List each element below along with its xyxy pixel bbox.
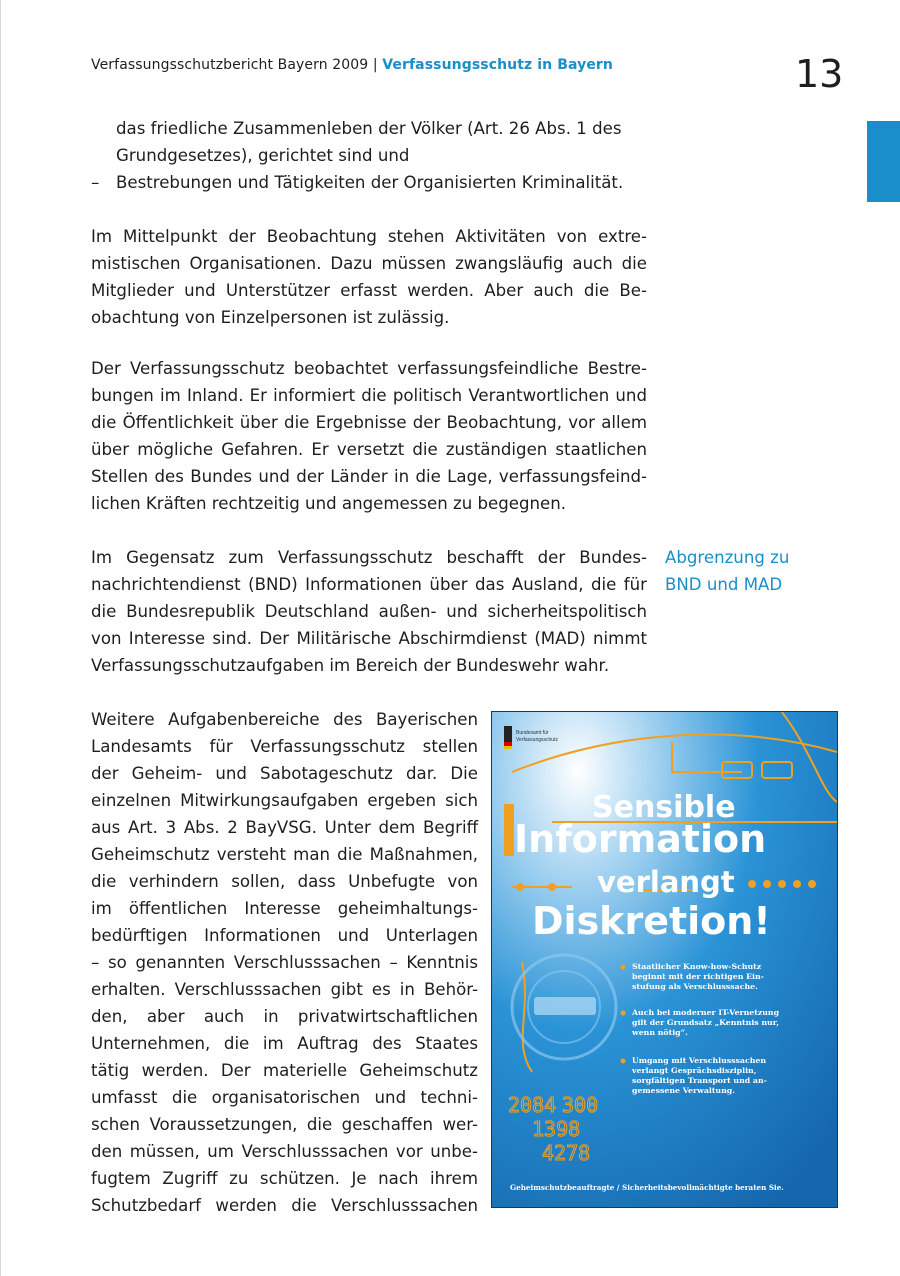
poster-graphic (492, 712, 837, 1207)
poster-bullet-line: beginnt mit der richtigen Ein- (632, 972, 764, 981)
text-line: die Bundesrepublik Deutschland außen- und sicherheitspolitisch (91, 602, 647, 621)
bullet-text: Bestrebungen und Tätigkeiten der Organisierten Kriminalität. (116, 173, 624, 192)
paragraph-observation (91, 223, 647, 331)
text-line: tätig werden. Der materielle Geheimschutz (91, 1061, 478, 1080)
cursor-bar-icon (504, 804, 514, 856)
text-line: Mitglieder und Unterstützer erfasst werden. Aber auch die Be- (91, 281, 647, 300)
text-line: Weitere Aufgabenbereiche des Bayerischen (91, 710, 478, 729)
text-line: umfasst die organisatorischen und techni- (91, 1088, 478, 1107)
digit-group: 300 (562, 1093, 599, 1117)
poster-bullet-line: wenn nötig“. (632, 1028, 688, 1037)
text-line: von Interesse sind. Der Militärische Abschirmdienst (MAD) nimmt (91, 629, 647, 648)
margin-note-line: BND und MAD (665, 575, 783, 594)
text-line: die Öffentlichkeit über die Ergebnisse der Beobachtung, vor allem (91, 413, 647, 432)
text-line: das friedliche Zusammenleben der Völker (Art. 26 Abs. 1 des (116, 119, 622, 138)
text-line: Der Verfassungsschutz beobachtet verfassungsfeindliche Bestre- (91, 359, 647, 378)
text-line: der Geheim- und Sabotageschutz dar. Die (91, 764, 478, 783)
poster-bullet-line: Auch bei moderner IT-Vernetzung (632, 1008, 780, 1017)
margin-note-line: Abgrenzung zu (665, 548, 790, 567)
text-line: Grundgesetzes), gerichtet sind und (116, 146, 410, 165)
text-line: den müssen, um Verschlusssachen vor unbe- (91, 1142, 478, 1161)
paragraph-bnd-mad (91, 544, 647, 679)
headline-line: Diskretion! (532, 899, 771, 943)
text-line: Verfassungsschutzaufgaben im Bereich der Bundeswehr wahr. (91, 656, 610, 675)
chapter-tab-marker (867, 121, 900, 202)
page-number: 13 (795, 52, 844, 96)
poster-image (491, 711, 838, 1208)
text-line: einzelnen Mitwirkungsaufgaben ergeben sich (91, 791, 478, 810)
text-line: erhalten. Verschlusssachen gibt es in Behör- (91, 980, 478, 999)
page-edge-line (0, 0, 1, 1276)
text-line: über mögliche Gefahren. Er versetzt die zuständigen staatlichen (91, 440, 647, 459)
text-line: Stellen des Bundes und der Länder in die Lage, verfassungsfeind- (91, 467, 647, 486)
text-line: mistischen Organisationen. Dazu müssen zwangsläufig auch die (91, 254, 647, 273)
paragraph-secrecy-protection (91, 706, 478, 1219)
headline-line: Sensible (592, 790, 736, 825)
lock-disc-icon (512, 955, 616, 1059)
text-line: – so genannten Verschlusssachen – Kenntnis (91, 953, 478, 972)
text-line: bedürftigen Informationen und Unterlagen (91, 926, 478, 945)
section-title: Verfassungsschutz in Bayern (382, 57, 613, 73)
text-line: im öffentlichen Interesse geheimhaltungs- (91, 899, 478, 918)
bullet-continuation (116, 115, 656, 169)
poster-bullet-line: sorgfältigen Transport und an- (632, 1076, 767, 1085)
text-line: aus Art. 3 Abs. 2 BayVSG. Unter dem Begriff (91, 818, 478, 837)
text-line: Geheimschutz versteht man die Maßnahmen, (91, 845, 478, 864)
headline-line: Information (514, 817, 767, 861)
text-line: Unternehmen, die im Auftrag des Staates (91, 1034, 478, 1053)
text-line: schen Voraussetzungen, die geschaffen wer- (91, 1115, 478, 1134)
text-line: die verhindern sollen, dass Unbefugte von (91, 872, 478, 891)
poster-bullet-line: Staatlicher Know-how-Schutz (632, 962, 762, 971)
text-line: Im Gegensatz zum Verfassungsschutz beschafft der Bundes- (91, 548, 647, 567)
running-header (91, 57, 613, 73)
poster-footer: Geheimschutzbeauftragte / Sicherheitsbevollmächtigte beraten Sie. (510, 1183, 784, 1192)
headline-line: verlangt (597, 865, 735, 899)
bullet-dot (621, 1011, 626, 1016)
report-title: Verfassungsschutzbericht Bayern 2009 (91, 57, 369, 73)
text-line: den, aber auch in privatwirtschaftlichen (91, 1007, 478, 1026)
text-line: Schutzbedarf werden die Verschlusssachen (91, 1196, 478, 1215)
eagle-logo-icon (504, 726, 512, 749)
digit-group: 4278 (542, 1141, 591, 1165)
text-line: nachrichtendienst (BND) Informationen über das Ausland, die für (91, 575, 647, 594)
bullet-dot (621, 1059, 626, 1064)
poster-bullet-line: Umgang mit Verschlusssachen (632, 1056, 767, 1065)
text-line: Landesamts für Verfassungsschutz stellen (91, 737, 478, 756)
poster-bullet-line: verlangt Gesprächsdisziplin, (632, 1066, 757, 1075)
paragraph-domestic (91, 355, 647, 517)
poster-bullet-line: gemessene Verwaltung. (632, 1086, 735, 1095)
bullet-dot (621, 965, 626, 970)
text-line: obachtung von Einzelpersonen ist zulässig. (91, 308, 450, 327)
digit-group: 1398 (532, 1117, 581, 1141)
header-separator: | (372, 57, 378, 73)
text-line: fugtem Zugriff zu schützen. Je nach ihrem (91, 1169, 478, 1188)
text-line: lichen Kräften rechtzeitig und angemessen zu begegnen. (91, 494, 567, 513)
text-line: bungen im Inland. Er informiert die politisch Verantwortlichen und (91, 386, 647, 405)
text-line: Im Mittelpunkt der Beobachtung stehen Aktivitäten von extre- (91, 227, 647, 246)
digit-group: 2084 (508, 1093, 557, 1117)
logo-line: Verfassungsschutz (516, 737, 558, 743)
poster-bullet-line: stufung als Verschlusssache. (632, 982, 758, 991)
margin-note (665, 544, 789, 598)
poster-bullet-line: gilt der Grundsatz „Kenntnis nur, (632, 1018, 779, 1027)
logo-line: Bundesamt für (516, 730, 549, 736)
bullet-dash: – (91, 173, 100, 192)
